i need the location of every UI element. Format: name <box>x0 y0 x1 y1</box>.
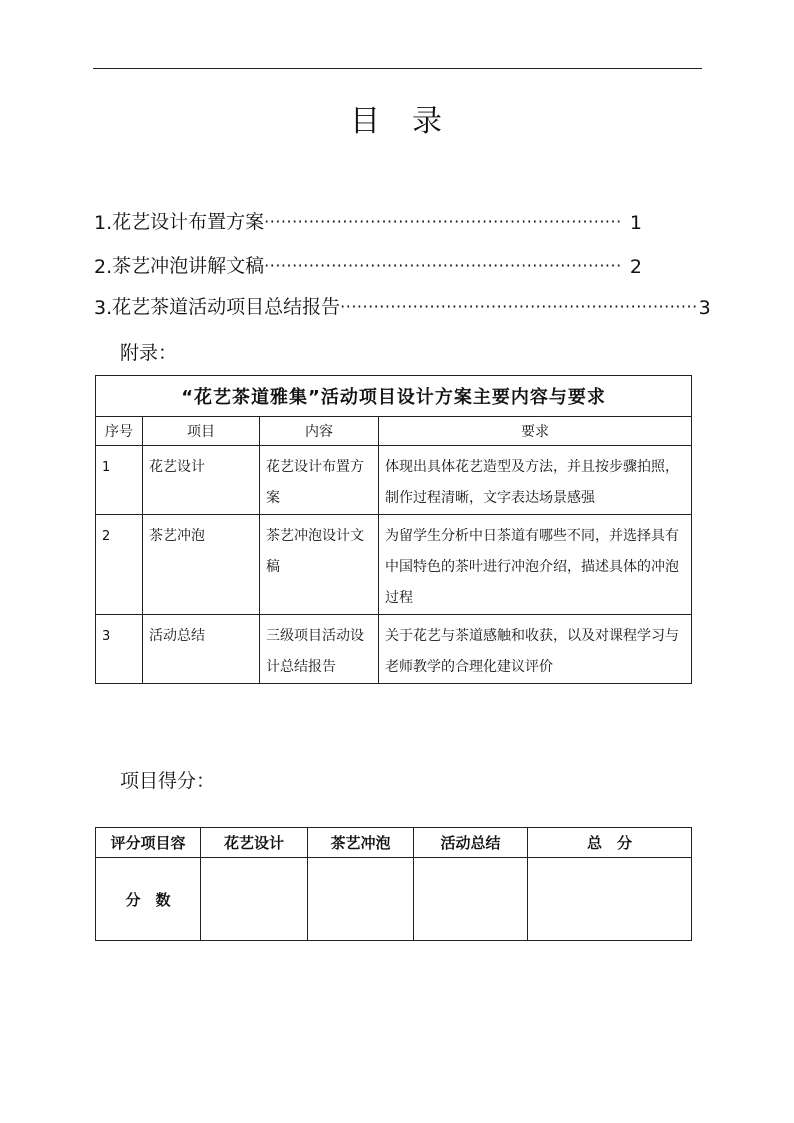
score-cell-total[interactable] <box>528 858 692 941</box>
header-rule <box>93 68 702 69</box>
score-row-label: 分 数 <box>96 858 201 941</box>
row-seq: 3 <box>96 615 143 684</box>
row-requirement: 关于花艺与茶道感触和收获，以及对课程学习与老师教学的合理化建议评价 <box>379 615 692 684</box>
score-cell-floral[interactable] <box>201 858 308 941</box>
title-left: 目 <box>350 104 382 139</box>
header-seq: 序号 <box>96 417 143 446</box>
table-row <box>96 446 692 515</box>
row-seq: 2 <box>96 515 143 615</box>
score-header-category: 评分项目容 <box>96 828 201 858</box>
page-title <box>0 96 794 140</box>
toc-leader: ································································ <box>264 256 622 275</box>
table-row <box>96 615 692 684</box>
score-cell-summary[interactable] <box>414 858 528 941</box>
toc-number: 3. <box>94 297 113 319</box>
row-item: 活动总结 <box>143 615 260 684</box>
score-header-tea: 茶艺冲泡 <box>308 828 414 858</box>
toc-number: 2. <box>94 256 113 278</box>
toc-number: 1. <box>94 212 113 234</box>
score-table <box>95 827 692 941</box>
toc-text: 茶艺冲泡讲解文稿 <box>112 255 265 277</box>
row-content: 花艺设计布置方案 <box>260 446 379 515</box>
toc-leader: ································································ <box>340 297 698 316</box>
score-header-summary: 活动总结 <box>414 828 528 858</box>
row-item: 茶艺冲泡 <box>143 515 260 615</box>
toc-entry-1[interactable] <box>94 206 642 234</box>
header-content: 内容 <box>260 417 379 446</box>
toc-page-number: 2 <box>629 256 642 278</box>
row-requirement: 为留学生分析中日茶道有哪些不同，并选择具有中国特色的茶叶进行冲泡介绍，描述具体的冲泡过程 <box>379 515 692 615</box>
score-cell-tea[interactable] <box>308 858 414 941</box>
score-label: 项目得分： <box>120 770 216 792</box>
plan-table <box>95 375 692 684</box>
row-content: 三级项目活动设计总结报告 <box>260 615 379 684</box>
row-item: 花艺设计 <box>143 446 260 515</box>
toc-entry-2[interactable] <box>94 250 642 278</box>
plan-table-caption: “花艺茶道雅集”活动项目设计方案主要内容与要求 <box>96 376 692 417</box>
row-requirement: 体现出具体花艺造型及方法，并且按步骤拍照，制作过程清晰，文字表达场景感强 <box>379 446 692 515</box>
toc-leader: ································································ <box>264 212 622 231</box>
header-item: 项目 <box>143 417 260 446</box>
row-seq: 1 <box>96 446 143 515</box>
appendix-label: 附录： <box>120 342 178 364</box>
header-requirement: 要求 <box>379 417 692 446</box>
toc-page-number: 1 <box>629 212 642 234</box>
toc-text: 花艺茶道活动项目总结报告 <box>112 296 341 318</box>
score-header-floral: 花艺设计 <box>201 828 308 858</box>
toc-text: 花艺设计布置方案 <box>112 211 265 233</box>
toc-page-number: 3 <box>698 297 711 319</box>
row-content: 茶艺冲泡设计文稿 <box>260 515 379 615</box>
table-row <box>96 515 692 615</box>
score-header-total: 总 分 <box>528 828 692 858</box>
title-right: 录 <box>412 104 444 139</box>
toc-entry-3[interactable] <box>94 291 711 319</box>
